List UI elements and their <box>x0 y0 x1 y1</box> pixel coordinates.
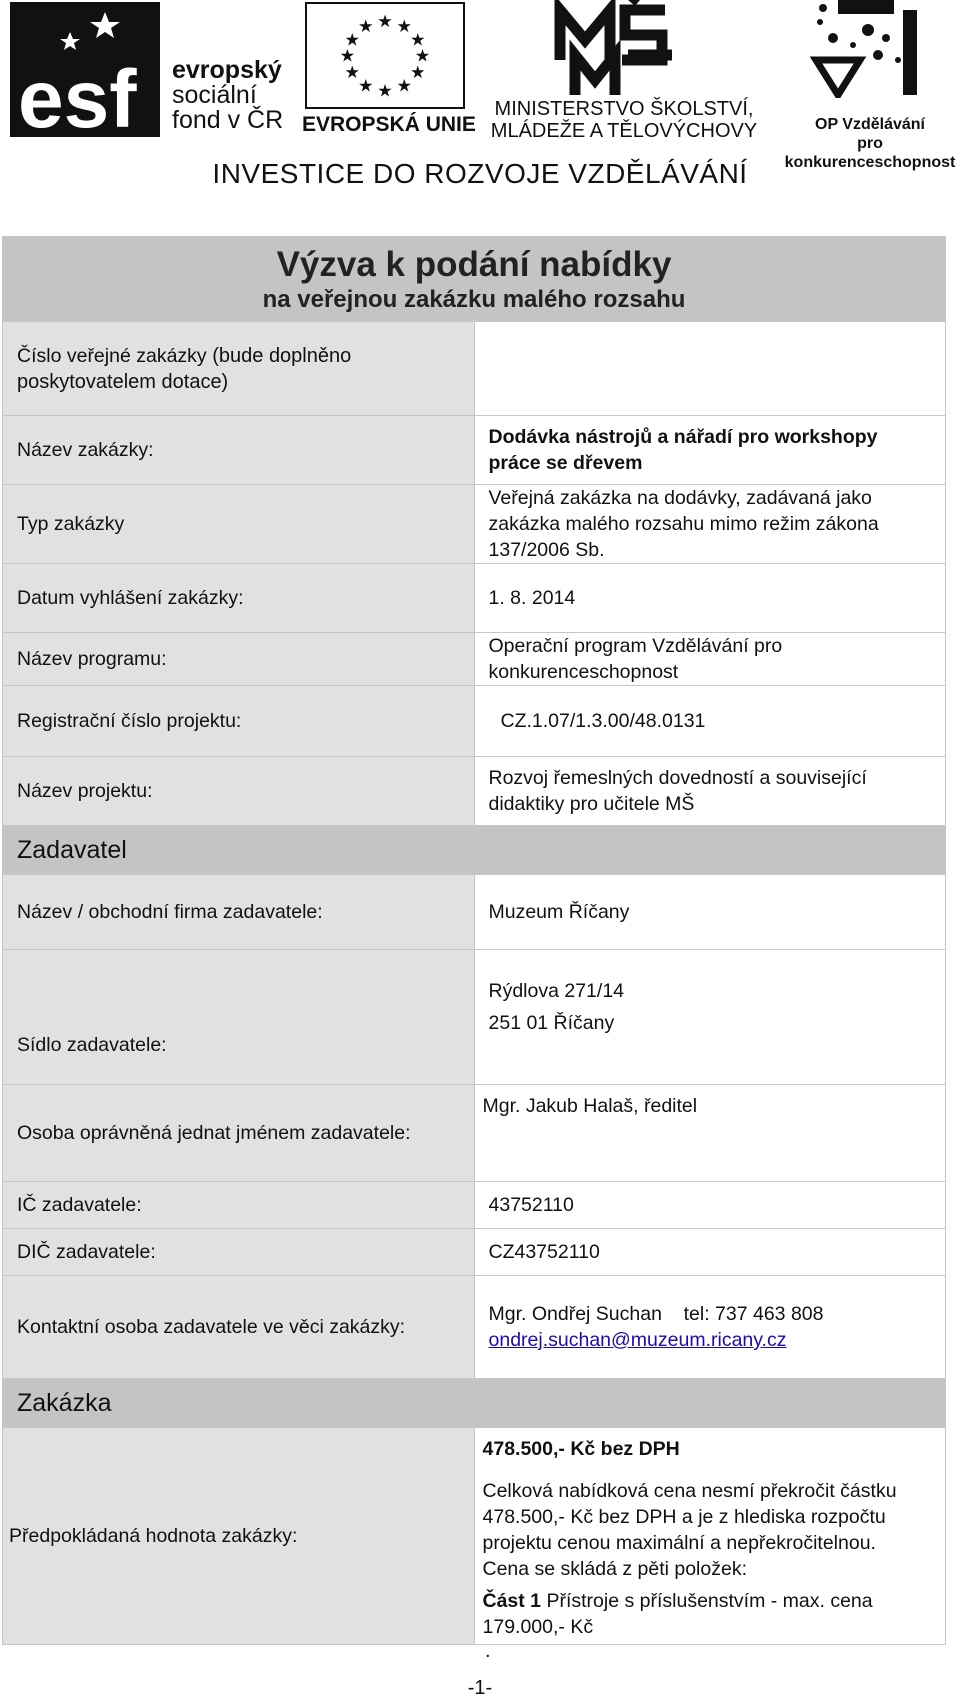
esf-line1: evropský <box>172 56 282 84</box>
registracni-label: Registrační číslo projektu: <box>3 686 475 757</box>
eu-flag-icon <box>305 2 465 109</box>
row-projekt <box>3 757 946 826</box>
osoba-value: Mgr. Jakub Halaš, ředitel <box>474 1085 946 1182</box>
registracni-value: CZ.1.07/1.3.00/48.0131 <box>474 686 946 757</box>
row-kontakt <box>3 1276 946 1379</box>
projekt-label: Název projektu: <box>3 757 475 826</box>
msmt-logo <box>550 0 680 100</box>
row-datum <box>3 564 946 633</box>
svg-text:★: ★ <box>344 63 361 84</box>
page-title: Výzva k podání nabídky <box>276 245 672 284</box>
row-typ <box>3 485 946 564</box>
section-zadavatel-title: Zadavatel <box>3 826 946 875</box>
dic-label: DIČ zadavatele: <box>3 1229 475 1276</box>
kontakt-email-link[interactable]: ondrej.suchan@muzeum.ricany.cz <box>488 1329 787 1351</box>
hodnota-label: Předpokládaná hodnota zakázky: <box>3 1428 475 1645</box>
svg-text:★: ★ <box>396 76 413 97</box>
row-cislo <box>3 322 946 416</box>
kontakt-name: Mgr. Ondřej Suchan <box>488 1303 662 1325</box>
row-nazev-zakazky <box>3 416 946 485</box>
op-line1: OP Vzdělávání <box>815 116 925 133</box>
svg-text:★: ★ <box>357 76 374 97</box>
nazev-zadavatele-value: Muzeum Říčany <box>474 875 946 950</box>
svg-text:★: ★ <box>409 30 426 51</box>
ic-value: 43752110 <box>474 1182 946 1229</box>
msmt-line2: MLÁDEŽE A TĚLOVÝCHOVY <box>490 120 758 142</box>
msmt-line1: MINISTERSTVO ŠKOLSTVÍ, <box>494 98 754 120</box>
typ-label: Typ zakázky <box>3 485 475 564</box>
datum-label: Datum vyhlášení zakázky: <box>3 564 475 633</box>
nazev-zakazky-value: Dodávka nástrojů a nářadí pro workshopy práce se dřevem <box>474 416 946 485</box>
svg-text:esf: esf <box>18 54 137 137</box>
part1-text: Přístroje s příslušenstvím - max. cena 179.000,- Kč <box>482 1590 873 1638</box>
svg-text:★: ★ <box>414 46 431 67</box>
logo-header <box>0 0 960 200</box>
esf-line2: sociální <box>172 81 257 109</box>
hodnota-price: 478.500,- Kč bez DPH <box>482 1438 680 1460</box>
svg-text:★: ★ <box>377 81 393 102</box>
sidlo-city: 251 01 Říčany <box>488 1012 615 1034</box>
form-table <box>2 236 946 1645</box>
cislo-label <box>3 322 475 416</box>
row-sidlo <box>3 950 946 1085</box>
hodnota-items-intro: Cena se skládá z pěti položek: <box>482 1558 747 1580</box>
sidlo-value <box>474 950 946 1085</box>
op-line2: pro konkurenceschopnost <box>784 135 956 171</box>
row-program <box>3 633 946 686</box>
msmt-text <box>484 98 764 142</box>
hodnota-value <box>474 1428 946 1645</box>
esf-logo <box>10 2 160 137</box>
sidlo-street: Rýdlova 271/14 <box>488 980 625 1002</box>
section-zakazka <box>3 1379 946 1428</box>
section-zakazka-title: Zakázka <box>3 1379 946 1428</box>
tagline: INVESTICE DO ROZVOJE VZDĚLÁVÁNÍ <box>212 158 748 189</box>
svg-text:★: ★ <box>409 63 426 84</box>
nazev-zadavatele-label: Název / obchodní firma zadavatele: <box>3 875 475 950</box>
projekt-value: Rozvoj řemeslných dovedností a související didaktiky pro učitele MŠ <box>474 757 946 826</box>
svg-text:★: ★ <box>377 12 393 33</box>
row-dic <box>3 1229 946 1276</box>
row-hodnota <box>3 1428 946 1645</box>
section-zadavatel <box>3 826 946 875</box>
footer-dot: . <box>485 1640 491 1662</box>
dic-value: CZ43752110 <box>474 1229 946 1276</box>
program-value: Operační program Vzdělávání pro konkurenceschopnost <box>474 633 946 686</box>
kontakt-label: Kontaktní osoba zadavatele ve věci zakázky: <box>3 1276 475 1379</box>
esf-line3: fond v ČR <box>172 106 284 134</box>
kontakt-tel: tel: 737 463 808 <box>683 1303 824 1325</box>
esf-text <box>172 58 283 133</box>
sidlo-label: Sídlo zadavatele: <box>3 950 475 1085</box>
eu-label: EVROPSKÁ UNIE <box>302 113 476 136</box>
kontakt-value <box>474 1276 946 1379</box>
row-registracni <box>3 686 946 757</box>
title-cell <box>3 237 946 322</box>
svg-text:★: ★ <box>344 30 361 51</box>
svg-text:★: ★ <box>396 16 413 37</box>
cislo-label-bold: Číslo veřejné zakázky <box>17 344 207 367</box>
part1-label: Část 1 <box>482 1590 542 1612</box>
datum-value: 1. 8. 2014 <box>474 564 946 633</box>
program-label: Název programu: <box>3 633 475 686</box>
nazev-zakazky-label: Název zakázky: <box>3 416 475 485</box>
page-subtitle: na veřejnou zakázku malého rozsahu <box>262 286 686 313</box>
ic-label: IČ zadavatele: <box>3 1182 475 1229</box>
page-number: -1- <box>467 1677 493 1699</box>
hodnota-part1 <box>483 1588 932 1640</box>
osoba-label: Osoba oprávněná jednat jménem zadavatele: <box>3 1085 475 1182</box>
cislo-label-rest: (bude doplněno poskytovatelem dotace) <box>17 344 352 393</box>
title-row <box>3 237 946 322</box>
svg-text:★: ★ <box>339 46 356 67</box>
op-logo <box>808 0 923 98</box>
row-osoba <box>3 1085 946 1182</box>
cislo-value <box>474 322 946 416</box>
row-nazev-zadavatele <box>3 875 946 950</box>
row-ic <box>3 1182 946 1229</box>
typ-value: Veřejná zakázka na dodávky, zadávaná jako zakázka malého rozsahu mimo režim zákona 137/2006 Sb. <box>474 485 946 564</box>
svg-text:★: ★ <box>357 16 374 37</box>
hodnota-text: Celková nabídková cena nesmí překročit částku 478.500,- Kč bez DPH a je z hlediska rozpočtu projektu cenou maximální a nepřekročitelnou. <box>482 1480 897 1554</box>
